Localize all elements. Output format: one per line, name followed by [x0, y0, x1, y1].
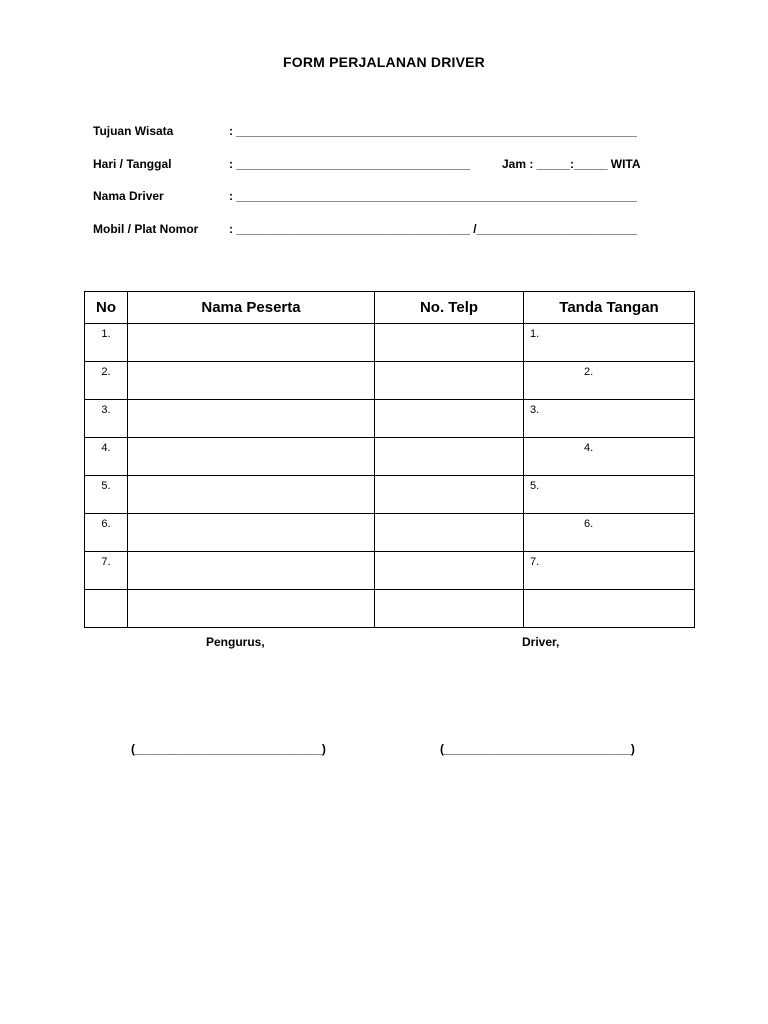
field-blank: : ____________________________________________________________ [229, 189, 637, 203]
cell-nama-peserta [128, 400, 375, 438]
header-no: No [85, 292, 128, 324]
field-label: Hari / Tanggal [93, 157, 172, 171]
table-row [85, 400, 695, 438]
signature-line-pengurus: (____________________________) [131, 742, 326, 756]
cell-tanda-tangan: 6. [524, 514, 695, 552]
header-no-telp: No. Telp [375, 292, 524, 324]
cell-nama-peserta [128, 324, 375, 362]
cell-no-telp [375, 400, 524, 438]
cell-no: 7. [85, 552, 128, 590]
field-label: Mobil / Plat Nomor [93, 222, 199, 236]
cell-tanda-tangan: 5. [524, 476, 695, 514]
cell-no: 4. [85, 438, 128, 476]
table-row [85, 514, 695, 552]
cell-tanda-tangan: 4. [524, 438, 695, 476]
signature-label-pengurus: Pengurus, [206, 635, 265, 649]
header-tanda-tangan: Tanda Tangan [524, 292, 695, 324]
table-row [85, 590, 695, 628]
cell-no-telp [375, 438, 524, 476]
participant-table [84, 291, 695, 628]
cell-nama-peserta [128, 476, 375, 514]
field-blank: : ___________________________________ [229, 157, 470, 171]
cell-no: 1. [85, 324, 128, 362]
cell-nama-peserta [128, 552, 375, 590]
signature-label-driver: Driver, [522, 635, 560, 649]
field-label: Tujuan Wisata [93, 124, 174, 138]
table-header-row [85, 292, 695, 324]
cell-no-telp [375, 362, 524, 400]
signature-line-driver: (____________________________) [440, 742, 635, 756]
table-row [85, 362, 695, 400]
cell-no-telp [375, 552, 524, 590]
table-row [85, 324, 695, 362]
cell-nama-peserta [128, 590, 375, 628]
header-nama-peserta: Nama Peserta [128, 292, 375, 324]
jam-field: Jam : _____:_____ WITA [502, 157, 641, 171]
cell-tanda-tangan: 7. [524, 552, 695, 590]
form-title: FORM PERJALANAN DRIVER [283, 54, 485, 70]
field-blank: : ___________________________________ /________________________ [229, 222, 637, 236]
cell-no-telp [375, 324, 524, 362]
field-blank: : ____________________________________________________________ [229, 124, 637, 138]
cell-tanda-tangan: 2. [524, 362, 695, 400]
cell-no-telp [375, 590, 524, 628]
cell-no: 5. [85, 476, 128, 514]
cell-no: 3. [85, 400, 128, 438]
cell-tanda-tangan [524, 590, 695, 628]
cell-tanda-tangan: 1. [524, 324, 695, 362]
cell-tanda-tangan: 3. [524, 400, 695, 438]
cell-no: 2. [85, 362, 128, 400]
field-label: Nama Driver [93, 189, 164, 203]
cell-no [85, 590, 128, 628]
cell-no-telp [375, 476, 524, 514]
cell-nama-peserta [128, 438, 375, 476]
cell-no: 6. [85, 514, 128, 552]
cell-nama-peserta [128, 362, 375, 400]
cell-nama-peserta [128, 514, 375, 552]
table-row [85, 552, 695, 590]
table-row [85, 476, 695, 514]
table-row [85, 438, 695, 476]
cell-no-telp [375, 514, 524, 552]
